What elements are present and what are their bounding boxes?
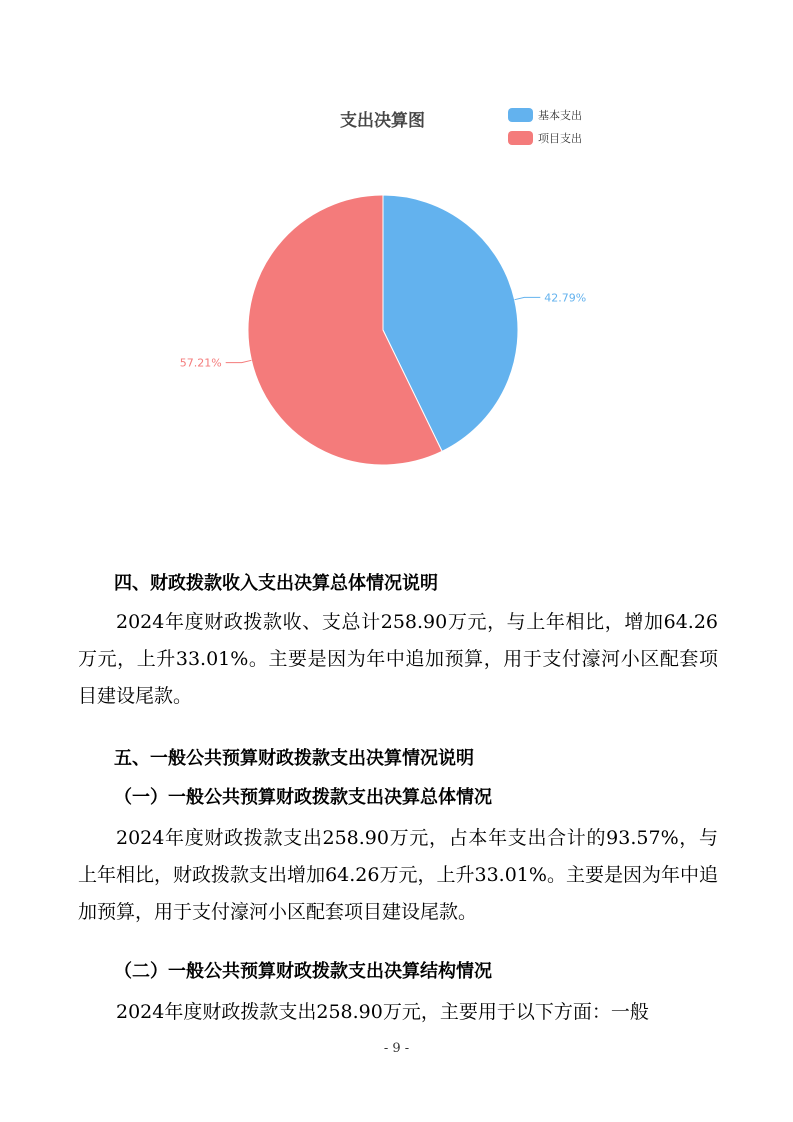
chart-legend bbox=[508, 108, 582, 154]
subsection-heading-2: （二）一般公共预算财政拨款支出决算结构情况 bbox=[114, 961, 492, 982]
legend-item-basic[interactable] bbox=[508, 108, 582, 122]
slice-label-0: 42.79% bbox=[544, 291, 587, 305]
leader-line-1 bbox=[226, 360, 252, 362]
page-number: - 9 - bbox=[383, 1041, 410, 1056]
paragraph-2: 2024年度财政拨款支出258.90万元，占本年支出合计的93.57%，与上年相比，财政拨款支出增加64.26万元，上升33.01%。主要是因为年中追加预算，用于支付濠河小区配套项目建设尾款。 bbox=[78, 827, 718, 923]
slice-label-1: 57.21% bbox=[179, 356, 222, 370]
legend-item-project[interactable] bbox=[508, 131, 582, 145]
legend-swatch-project bbox=[508, 131, 533, 145]
section-heading-4: 四、财政拨款收入支出决算总体情况说明 bbox=[114, 573, 438, 594]
legend-label-basic: 基本支出 bbox=[538, 109, 582, 122]
leader-line-0 bbox=[515, 297, 541, 299]
chart-title: 支出决算图 bbox=[340, 111, 425, 131]
section-heading-5: 五、一般公共预算财政拨款支出决算情况说明 bbox=[114, 748, 474, 769]
paragraph-3: 2024年度财政拨款支出258.90万元，主要用于以下方面：一般 bbox=[116, 1001, 649, 1023]
legend-swatch-basic bbox=[508, 108, 533, 122]
legend-label-project: 项目支出 bbox=[538, 132, 582, 145]
subsection-heading-1: （一）一般公共预算财政拨款支出决算总体情况 bbox=[114, 787, 492, 808]
pie-chart bbox=[0, 0, 793, 520]
paragraph-1: 2024年度财政拨款收、支总计258.90万元，与上年相比，增加64.26万元，上升33.01%。主要是因为年中追加预算，用于支付濠河小区配套项目建设尾款。 bbox=[78, 611, 718, 707]
